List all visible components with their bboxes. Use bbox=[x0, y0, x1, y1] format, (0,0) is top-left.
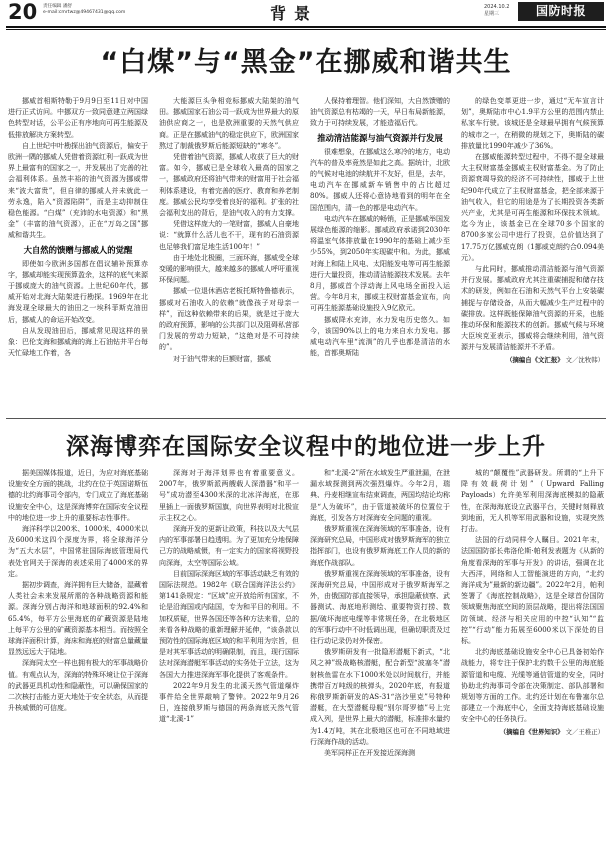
paragraph: 与此同时，挪威推动清洁能源与油气资源并行发展。挪威政府尤其注重碳捕捉和储存技术的研发，例如在石油和天然气平台上安装碳捕捉与存储设备，从而大幅减少生产过程中的碳排放。这样既能保障油气资源的开采，也能推动环保和能源技术的创新。挪威气候与环境大臣埃克亚表示，挪威将会继续利用，油气资源并与发展清洁能源并不矛盾。 bbox=[461, 265, 604, 352]
paragraph: 深海同太空一样也拥有极大的军事战略价值。有观点认为，深海的特殊环境让位于深海的武器更具机动性和隐蔽性，可以确保国家的二次核打击能力更大地处于安全状态，从而提升核威慑的可信度。 bbox=[8, 659, 148, 713]
editor-name: 责任编辑 潘舒 bbox=[43, 4, 73, 9]
article1-source: （摘编自《文汇报》 bbox=[506, 355, 564, 364]
paragraph: 法国的行动同样令人瞩目。2021年末，法国国防部长弗洛伦斯·帕利发表题为《从新的角度看深海的军事与开发》的讲话，强调在北大西洋，网络和人工智能演进的方向，“北约海洋成为”最新的新边疆”。2022年2月，帕利签署了《海底控制战略》，这是全球首份国防领域聚焦海底空间的顶层战略，提出将法国国防领域、经济与相关应用的中控“认知”“监控”“行动”能力拓展至6000米以下深处的目标。 bbox=[461, 536, 604, 646]
article2-paragraphs bbox=[310, 468, 450, 759]
paragraph: 在挪威能源转型过程中，不得不提全球最大主权财富基金挪威主权财富基金。为了防止资源衰竭导致的经济不可持续性，挪威于上世纪90年代成立了主权财富基金，把全部来源于油气收入，但它的用途是为了长期投资各类新兴产业，尤其是可再生能源和环保技术领域。迄今为止，该基金已在全球70多个国家的8700多家公司中进行了投资，总价值达到了17.75万亿挪威克朗（1挪威克朗约合0.094美元）。 bbox=[461, 153, 604, 262]
paragraph: 对于油气带来的巨额财富，挪威 bbox=[173, 354, 271, 363]
paragraph: 自上世纪中叶勘探出油气资源后，偏安于欧洲一隅的挪威人凭借着资源红利一跃成为世界上最富有的国家之一，并发展出了完善的社会福利体系。虽然丰裕的油气资源为挪威带来“波大富贵”，但自律的挪威人并未就此一劳永逸，陷入“资源陷阱”，而是主动抑制住稳色能源。“白煤”（充沛的水电资源）和“黑金”（丰富的油气资源），正在“万岛之国”挪威和谐共生。 bbox=[8, 141, 148, 240]
article2-headline: 深海博弈在国际安全议程中的地位进一步上升 bbox=[66, 434, 546, 460]
article1-paragraphs bbox=[310, 147, 450, 360]
article1-paragraphs bbox=[310, 96, 450, 130]
paragraph: 海洋科学以200米、1000米、4000米以及6000米这四个深度为界，将全球海洋分为“五大水层”，中国常驻国际海底管理局代表处官网关于深海的表述采用了4000米的界定。 bbox=[8, 525, 148, 578]
article1-author: 文／沈牧韩） bbox=[565, 355, 604, 364]
article2-credit bbox=[461, 727, 604, 738]
paragraph: 目前国际深海区域的军事活动缺乏有效的国际法规范。1982年《联合国海洋法公约》第141条规定：“区域”应开放给所有国家，不论是沿海国或内陆国，专为和平目的利用。不加权质疑，世界各国还等各种方法来看，总的来看各种战略的重新理解并延伸，“该条款以预防性的国际海底区域的和平利用为宗旨，但是对其军事活动的明确限制，而且，现行国际法对深海潜艇军事活动的实务处于立法，这为各国大力推进深海军事化提供了客观条件。 bbox=[159, 569, 299, 679]
article1-column-3 bbox=[310, 96, 450, 414]
paragraph: 2022年9月发生的北溪天然气管道爆炸事件给全世界敲响了警钟。2022年9月26日，连接俄罗斯与德国的两条海底天然气管道“北溪-1” bbox=[159, 681, 299, 724]
page-header bbox=[0, 0, 612, 30]
article2-column-1 bbox=[8, 468, 148, 842]
paragraph: 凭借着油气资源，挪威人收获了巨大的财富。如今，挪威已是全球收入最高的国家之一，挪威政府还将油气带来的财富用于社会福利体系建设，有着完善的医疗、教育和养老制度。挪威公民均享受着良好的福利。扩张的社会福利支出的背后，是油气收入的有力支撑。 bbox=[159, 153, 299, 218]
paragraph: 电动汽车在挪威的畅销，正是挪威举国发展绿色能源的缩影。挪威政府承诺到2030年将温室气体排放量在1990年的基础上减少至少55%，到2050年实现碳中和。为此，挪威对海上和陆上风电、太阳能发电等可再生能源进行大量投资，推动清洁能源技术发展。去年8月，挪威首个浮动海上风电场全面投入运营。今年8月末，挪威主权财富基金宣布，向可再生能源基础设施投入9亿欧元。 bbox=[310, 214, 450, 313]
newspaper-logo: 国防时报 bbox=[518, 2, 604, 21]
article1-column-2 bbox=[159, 96, 299, 414]
article1-paragraphs bbox=[461, 96, 604, 354]
paragraph: 城的“颠覆性”武器研发。所谓的“上升下降有效载荷计划”（Upward Falling Payloads）允许美军利用深海底模拟的隐蔽性，在深海海底设立武器平台，关键时刻释放到地面，无人机等军用武器和设施，实现突然打击。 bbox=[461, 469, 604, 534]
paragraph: 大能源巨头争相竞标挪威大陆架的油气田。挪威国家石油公司一跃成为世界最大的原油供应商之一，也是欧洲重要的天然气供应商。正是在挪威油气的稳定供应下，欧洲国家熬过了制裁俄罗斯后能源短缺的“寒冬”。 bbox=[159, 97, 299, 150]
article1-subheading-2: 推动清洁能源与油气资源并行发展 bbox=[317, 132, 443, 143]
issue-date bbox=[484, 4, 509, 18]
article1-column-4 bbox=[461, 96, 604, 414]
paragraph: 很难想象，在挪威这么寒冷的地方，电动汽车的普及率竟然是如此之高。据统计，北欧的气候对电池的续航并不友好，但是，去年，电动汽车在挪威新车销售中的占比超过80%。挪威人还将心意协地看到的明年在全国范围内，清一色的都是电动汽车。 bbox=[310, 147, 450, 212]
header-rule bbox=[6, 26, 606, 28]
article-divider bbox=[6, 418, 606, 419]
paragraph: 即使如今欧洲多国都在倡议辅补预算赤字，挪威却能实现预算盈余，这样的底气来源于挪威庞大的油气资源。上世纪60年代，挪威开始对北海大陆架进行勘探。1969年在北海发现全球最大的油田之一埃科菲斯克油田后，挪威人的命运开始改变。 bbox=[8, 259, 148, 324]
article2-paragraphs bbox=[8, 468, 148, 714]
article2-column-4 bbox=[461, 468, 604, 842]
paragraph: 和“北溪-2”所在水域发生严重泄漏，在泄漏水域探测到两次强烈爆炸。今年2月，瑞典、丹麦相继宣布结束调查，两国均结论均称是“人为破坏”，由于管道被破坏的位置位于海底，引发各方对深海安全问题的重视。 bbox=[310, 469, 450, 522]
paragraph: 深海对于海洋划界也有着重要意义。2007年，俄罗斯派两艘载人深潜器“和平一号”成功潜至4300米深的北冰洋海底，在那里插上一面俄罗斯国旗，向世界表明对北极宣示主权之心。 bbox=[159, 469, 299, 522]
paragraph: 俄罗斯重视在深海领域的军事准备，设有深海研究总局，中国形成对俄罗斯海军的独立指挥部门，也设有俄罗斯海底工作人员的新的海底作战部队。 bbox=[310, 525, 450, 567]
article1-paragraphs bbox=[8, 96, 148, 242]
editor-info bbox=[43, 4, 125, 16]
weekday-text: 星期三 bbox=[484, 11, 500, 17]
editor-email: e-mail:cmrtwz@49467431@qq.com bbox=[43, 10, 126, 15]
article2-author: 文／王稚正） bbox=[565, 727, 604, 736]
paragraph: 挪威一位退休酒店老板托斯特鲁德表示，挪威对石油收入的依赖“就像孩子对母亲一样”，而这种依赖带来的后果，就是过于庞大的政府预算，影响的公共部门以及阻碍私营部门发展的劳动力短缺，“这绝对是不可持续的”。 bbox=[159, 287, 299, 352]
paragraph: 深海开发的更新让政策，科技以及大气层内的军事部署日趋透明。为了更加充分地保障己方的战略威慑，有一定实力的国家将视野投向深海，太空等国际公域。 bbox=[159, 525, 299, 567]
article1-column-1 bbox=[8, 96, 148, 414]
article1-credit bbox=[461, 355, 604, 366]
header-rule-thin bbox=[6, 29, 606, 30]
paragraph: 据美国媒体报道，近日，为应对海底基础设施安全方面的挑战，北约在位于英国诺斯伍德的北约海事司令部内，专门成立了海底基础设施安全中心，这是深海博弈在国际安全议程中的地位进一步上升的重要标志性事件。 bbox=[8, 469, 148, 522]
section-title: 背景 bbox=[270, 4, 319, 23]
paragraph: 凭借这样庞大的一笔财富，挪威人自豪地说：“就算什么活儿也不干，现有的石油资源也足够我们富足地生活100年！” bbox=[159, 220, 299, 251]
paragraph: 北约海底基础设施安全中心已具备初始作战能力，将专注于保护北约数千公里的海底能源管道和电缆、光缆等通信管道的安全，同时协助北约海事司令部在决策制定、部队部署和规划等方面的工作。北约还计划在布鲁塞尔总部建立一个海底中心，全面支持海底基础设施安全中心的任务执行。 bbox=[461, 648, 604, 724]
paragraph: 的绿色变革更进一步，通过“无车宣言计划”，奥斯陆市中心1.9平方公里的范围内禁止私家车行驶。该城还是全球最早拥有气候预算的城市之一，在稍微的规划之下，奥斯陆的碳排放量比1990年减少了36%。 bbox=[461, 97, 604, 150]
article1-paragraphs bbox=[8, 259, 148, 360]
article2-paragraphs bbox=[461, 468, 604, 726]
article1-paragraphs bbox=[159, 96, 299, 365]
article1-subheading-1: 大自然的馈赠与挪威人的觉醒 bbox=[23, 244, 133, 255]
paragraph: 人保持着理智。他们深知，大自然馈赠的油气资源总有枯竭的一天，早日布局新能源，致力于可持续发展，才能造福后代。 bbox=[310, 97, 450, 128]
paragraph: 挪威首相斯特勒于9月9日至11日对中国进行正式访问。中挪双方一致同意建立两国绿色转型对话，公平公正有序地向可再生能源及低排放解决方案转型。 bbox=[8, 97, 148, 139]
paragraph: 自从发现油田后，挪威常见现这样的景象：巴伦支海和挪威海的海上石油钻井平台每天忙碌地工作着，各 bbox=[8, 326, 148, 358]
paragraph: 据初步调查，海洋拥有巨大储备，湿藏着人类社会未来发展所需的各种战略资源和能源。深海分别占海洋和地球面积的92.4%和65.4%，每平方公里海底的矿藏资源是陆地上每平方公里的矿藏资源基本相当。而按照全球海洋面积计算，海床和海底的财富总量藏量显然远远大于陆地。 bbox=[8, 581, 148, 657]
paragraph: 挪威降水充沛，水力发电历史悠久。如今，该国90%以上的电力来自水力发电。挪威电动汽车里“流淌”的几乎也都是清洁的水能，首都奥斯陆 bbox=[310, 315, 450, 358]
date-text: 2024.10.2 bbox=[484, 4, 510, 10]
article2-column-2 bbox=[159, 468, 299, 842]
paragraph: 由于地处北极圈，三面环海，挪威受全球变暖的影响很大，越来越多的挪威人呼吁重视环保问题。 bbox=[159, 253, 299, 285]
paragraph: 俄罗斯研发有一批隐形潜艇下新式，“北风之神”级战略核潜艇，配合新型“波塞冬”潜射核鱼雷在水下1000米处以时间航行，并能携带百万吨级的核弹头，2020年底，有报道称俄罗斯新研发的AS-31“洛沙里克”号特种潜艇，在大型潜艇母舰“别尔哥罗德”号上完成入列，是世界上最大的潜艇，标准排水量约为1.4万吨，其在北极地区也可在不同地域进行深海作战的活动。 bbox=[310, 648, 450, 746]
article2-paragraphs bbox=[159, 468, 299, 726]
page-number: 20 bbox=[8, 0, 38, 24]
article1-headline: “白煤”与“黑金”在挪威和谐共生 bbox=[100, 47, 512, 78]
paragraph: 俄罗斯重视在深海领域的军事准备，设有深海研究总局，中国形成对于俄罗斯海军之外，由俄国防部直接领导，承担隐蔽侦察、武器测试、海底地形测绘、重要物资打捞、数据/破坏海底电缆等非常规任务，在北极地区的军事行动中不时低调出现，但确切职责及过往行动记录仍对外保密。 bbox=[310, 569, 450, 646]
article2-column-3 bbox=[310, 468, 450, 842]
paragraph: 美军同样正在开发接近深海测 bbox=[324, 749, 415, 758]
article2-source: （摘编自《世界知识》 bbox=[499, 727, 564, 736]
